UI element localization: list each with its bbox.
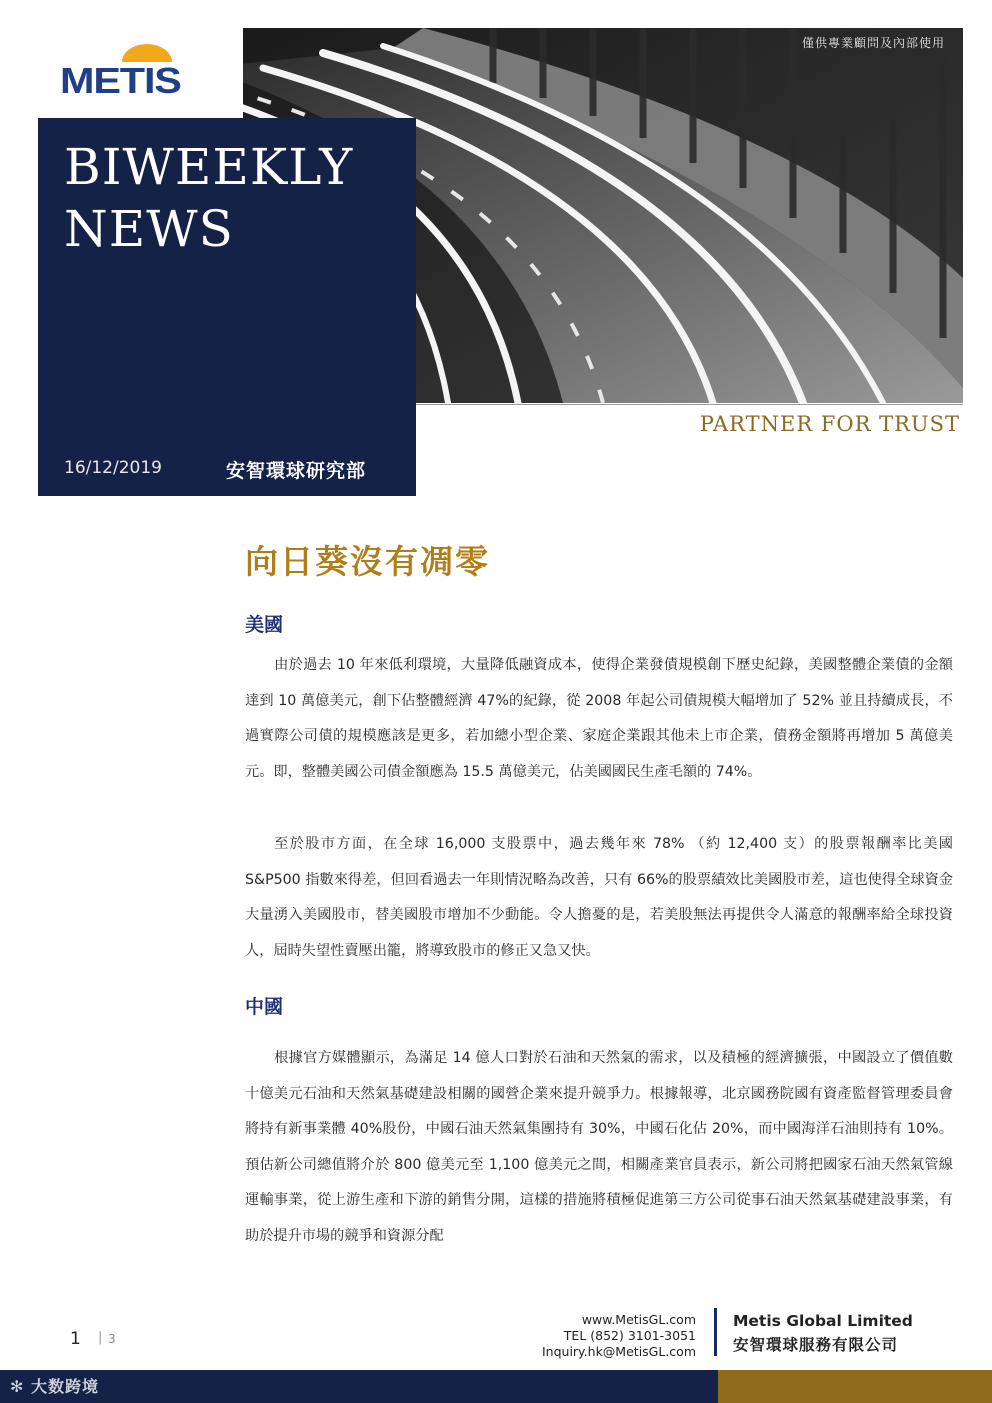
footer-band-gold xyxy=(718,1370,992,1403)
paragraph-china-energy: 根據官方媒體顯示，為滿足 14 億人口對於石油和天然氣的需求，以及積極的經濟擴張，中國設立了價值數十億美元石油和天然氣基礎建設相關的國營企業來提升競爭力。根據報導，北京國務院國有資產監督管理委員會將持有新事業體 40%股份，中國石油天然氣集團持有 30%，中國石化佔 20%，而中國海洋石油則持有 10%。預估新公司總值將介於 800 億美元至 1,100 億美元之間，相關產業官員表示，新公司將把國家石油天然氣管線運輸事業，從上游生產和下游的銷售分開，這樣的措施將積極促進第三方公司從事石油天然氣基礎建設事業，有助於提升市場的競爭和資源分配 xyxy=(245,1050,953,1244)
contact-block xyxy=(542,1312,696,1360)
article-headline: 向日葵沒有凋零 xyxy=(245,542,490,581)
footer-band-navy xyxy=(0,1370,718,1403)
page-number: 1 xyxy=(70,1329,81,1349)
section-heading-china: 中國 xyxy=(245,996,284,1018)
publication-title-line1: BIWEEKLY xyxy=(64,138,354,196)
watermark-text: 大数跨境 xyxy=(30,1377,99,1396)
section-heading-usa: 美國 xyxy=(245,614,284,636)
publication-title-line2: NEWS xyxy=(64,200,234,258)
tagline: PARTNER FOR TRUST xyxy=(699,412,960,436)
footer-divider xyxy=(714,1308,717,1356)
email-link[interactable]: Inquiry.hk@MetisGL.com xyxy=(541,1344,696,1359)
department-name: 安智環球研究部 xyxy=(226,460,367,482)
logo-sun-icon xyxy=(112,40,182,62)
page-total: 3 xyxy=(108,1332,116,1346)
logo-wordmark: METIS xyxy=(60,60,181,101)
company-name-en: Metis Global Limited xyxy=(733,1312,913,1330)
watermark-logo-icon: ✻ xyxy=(10,1377,25,1396)
website-link[interactable]: www.MetisGL.com xyxy=(581,1312,696,1327)
telephone: TEL (852) 3101-3051 xyxy=(563,1328,696,1343)
company-name-zh: 安智環球服務有限公司 xyxy=(733,1336,899,1354)
page-separator: | xyxy=(98,1330,103,1345)
issue-date: 16/12/2019 xyxy=(64,458,162,478)
paragraph-usa-stocks: 至於股市方面，在全球 16,000 支股票中，過去幾年來 78% （約 12,400 支）的股票報酬率比美國 S&P500 指數來得差，但回看過去一年則情況略為改善，只有 66%的股票績效比美國股市差，這也使得全球資金大量湧入美國股市，替美國股市增加不少動能。令人擔憂的是，若美股無法再提供令人滿意的報酬率給全球投資人，屆時失望性賣壓出籠，將導致股市的修正又急又快。 xyxy=(245,836,953,959)
title-panel xyxy=(38,118,416,496)
company-logo xyxy=(60,40,210,100)
confidential-note: 僅供專業顧問及內部使用 xyxy=(801,36,945,50)
watermark xyxy=(10,1374,99,1397)
paragraph-usa-debt: 由於過去 10 年來低利環境，大量降低融資成本，使得企業發債規模創下歷史紀錄，美國整體企業債的金額達到 10 萬億美元，創下佔整體經濟 47%的紀錄，從 2008 年起公司債規模大幅增加了 52% 並且持續成長，不過實際公司債的規模應該是更多，若加總小型企業、家庭企業跟其他未上市企業，債務金額將再增加 5 萬億美元。即，整體美國公司債金額應為 15.5 萬億美元，佔美國國民生產毛額的 74%。 xyxy=(245,657,953,780)
